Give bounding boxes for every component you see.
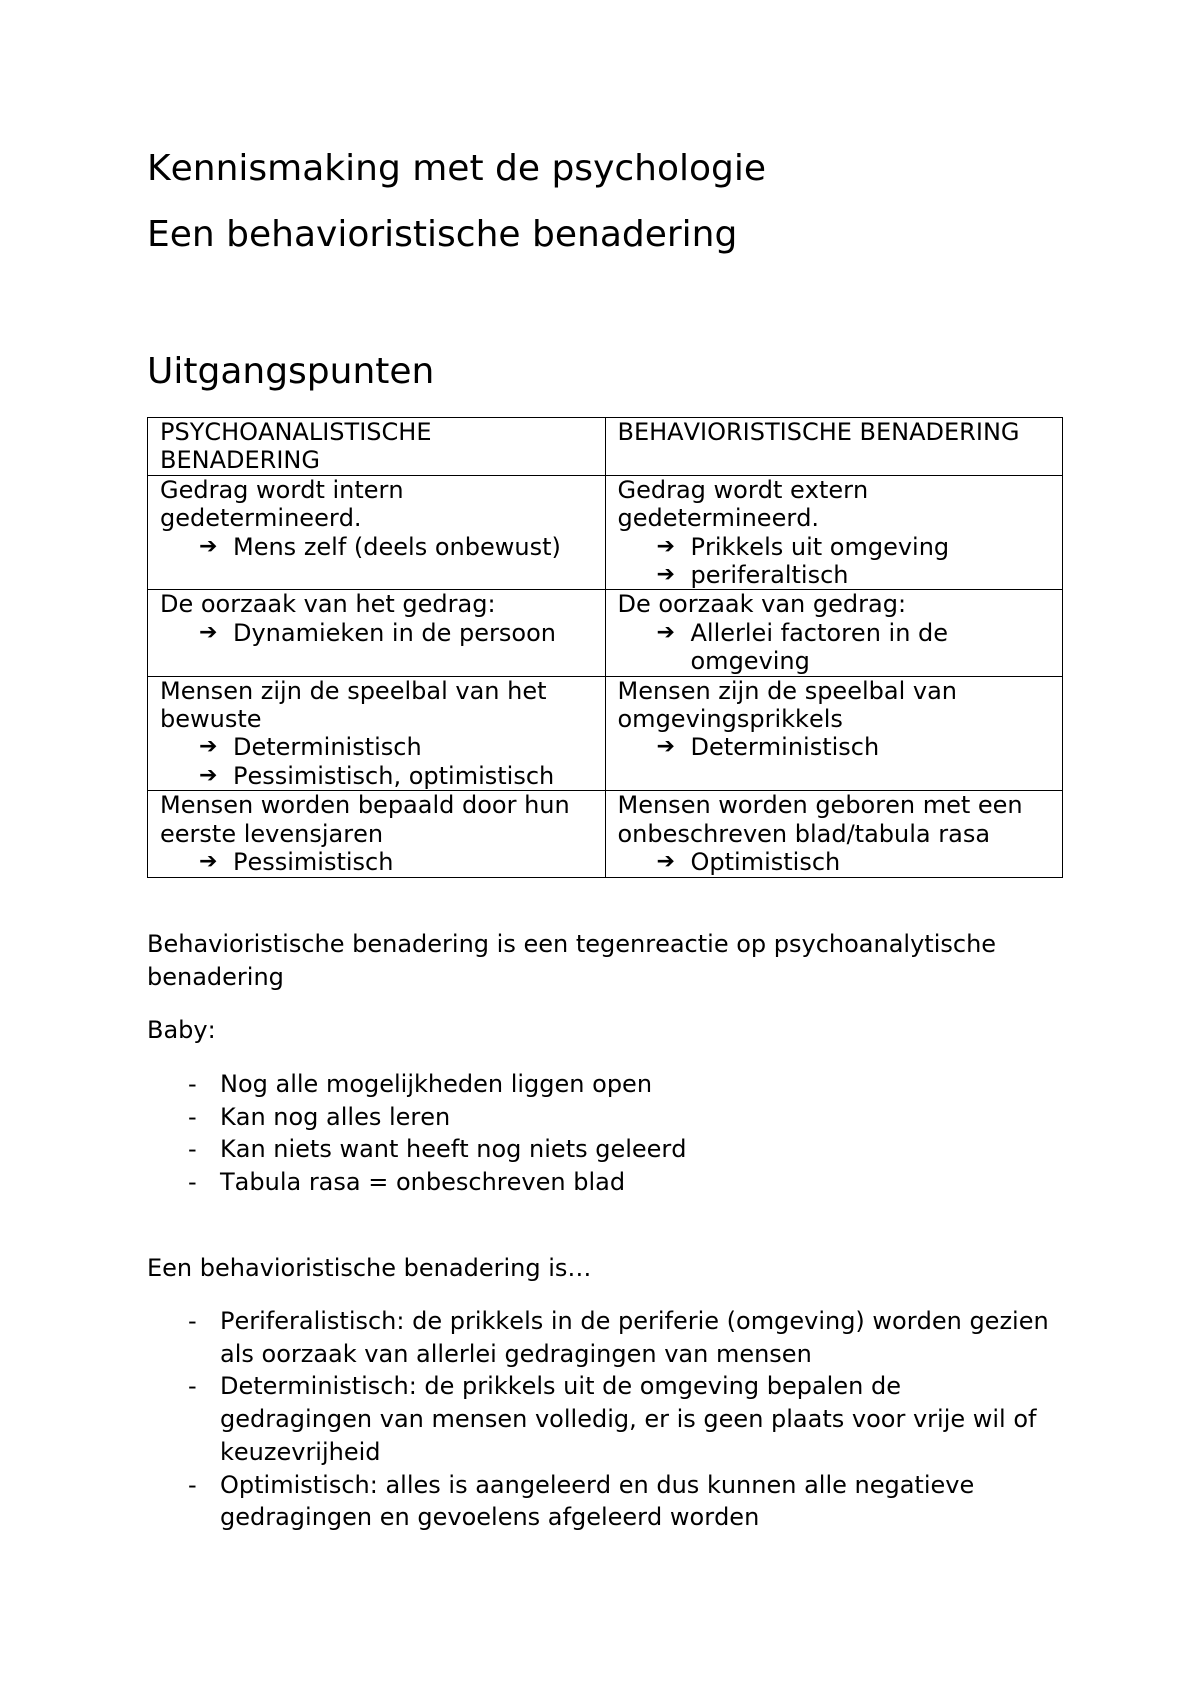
table-header-row — [148, 418, 1063, 476]
arrow-list — [618, 619, 1051, 676]
arrow-item — [656, 618, 1051, 676]
table-cell-right — [605, 676, 1063, 791]
arrow-item — [199, 761, 593, 790]
table-cell-left — [148, 590, 606, 676]
dash-bullet-icon: - — [188, 1102, 197, 1131]
cell-text: De oorzaak van het gedrag: — [160, 590, 496, 619]
arrow-item — [199, 532, 593, 561]
dash-bullet-icon: - — [188, 1372, 197, 1401]
list-item-text: Kan nog alles leren — [220, 1102, 451, 1131]
arrow-icon: ➔ — [656, 734, 675, 760]
dash-bullet-icon: - — [188, 1070, 197, 1098]
arrow-item-text: Deterministisch — [233, 733, 422, 762]
arrow-item-text: Mens zelf (deels onbewust) — [233, 532, 561, 561]
cell-text: De oorzaak van gedrag: — [617, 590, 907, 619]
list-item — [188, 1305, 1056, 1370]
arrow-list — [618, 533, 1051, 590]
arrow-item — [656, 733, 1051, 762]
table-row — [148, 676, 1063, 791]
list-item-text: Kan niets want heeft nog niets geleerd — [220, 1135, 687, 1164]
cell-text: Gedrag wordt intern gedetermineerd. — [160, 475, 404, 533]
arrow-item-text: periferaltisch — [690, 561, 849, 590]
arrow-item-text: Deterministisch — [690, 733, 880, 762]
arrow-list — [160, 848, 593, 876]
section-heading: Uitgangspunten — [147, 351, 435, 392]
arrow-icon: ➔ — [199, 849, 218, 875]
dash-bullet-icon: - — [188, 1470, 197, 1499]
cell-text: Mensen worden geboren met een onbeschreven blad/tabula rasa — [617, 791, 1023, 848]
list-item-text: Optimistisch: alles is aangeleerd en dus kunnen alle negatieve gedragingen en gevoelens afgeleerd worden — [220, 1470, 975, 1532]
arrow-item — [199, 618, 593, 647]
comparison-table — [147, 417, 1063, 878]
table-cell-right — [605, 791, 1063, 877]
arrow-icon: ➔ — [199, 734, 218, 760]
list-item-text: Periferalistisch: de prikkels in de periferie (omgeving) worden gezien als oorzaak van allerlei gedragingen van mensen — [220, 1307, 1049, 1368]
arrow-list — [618, 733, 1051, 761]
arrow-icon: ➔ — [199, 533, 218, 559]
dash-bullet-icon: - — [188, 1307, 197, 1335]
list-item-text: Deterministisch: de prikkels uit de omgeving bepalen de gedragingen van mensen volledig, er is geen plaats voor vrije wil of keuzevrijheid — [220, 1372, 1037, 1466]
approach-intro: Een behavioristische benadering is… — [147, 1254, 592, 1282]
list-item — [188, 1469, 1056, 1534]
intro-paragraph: Behavioristische benadering is een tegenreactie op psychoanalytische benadering — [147, 930, 997, 991]
arrow-item — [656, 532, 1051, 561]
arrow-item — [199, 848, 593, 877]
list-item-text: Nog alle mogelijkheden liggen open — [220, 1070, 653, 1098]
arrow-item-text: Optimistisch — [690, 848, 841, 877]
arrow-item-text: Pessimistisch, optimistisch — [233, 761, 555, 790]
arrow-list — [160, 619, 593, 647]
table-row — [148, 590, 1063, 676]
table-cell-right — [605, 590, 1063, 676]
arrow-icon: ➔ — [199, 762, 218, 788]
arrow-icon: ➔ — [656, 533, 675, 559]
cell-text: Mensen zijn de speelbal van het bewuste — [160, 676, 547, 734]
list-item — [188, 1370, 1056, 1468]
page-title: Kennismaking met de psychologie — [147, 148, 767, 189]
list-item — [188, 1101, 1056, 1134]
arrow-item — [199, 733, 593, 762]
baby-label: Baby: — [147, 1016, 216, 1044]
arrow-list — [618, 848, 1051, 876]
cell-text: Gedrag wordt extern gedetermineerd. — [617, 475, 869, 533]
arrow-item-text: Prikkels uit omgeving — [690, 532, 950, 561]
arrow-list — [160, 733, 593, 790]
dash-bullet-icon: - — [188, 1168, 197, 1197]
arrow-icon: ➔ — [656, 619, 675, 645]
arrow-item-text: Dynamieken in de persoon — [233, 618, 557, 647]
arrow-icon: ➔ — [199, 619, 218, 645]
list-item-text: Tabula rasa = onbeschreven blad — [220, 1168, 626, 1197]
approach-list — [147, 1305, 1063, 1534]
cell-text: Mensen worden bepaald door hun eerste levensjaren — [160, 791, 570, 848]
arrow-item-text: Pessimistisch — [233, 848, 394, 877]
list-item — [188, 1068, 1056, 1101]
cell-text: Mensen zijn de speelbal van omgevingsprikkels — [617, 676, 957, 734]
header-cell-psychoanalytic: PSYCHOANALISTISCHE BENADERING — [148, 418, 606, 476]
table-row — [148, 475, 1063, 590]
table-row — [148, 791, 1063, 877]
dash-bullet-icon: - — [188, 1135, 197, 1164]
table-cell-left — [148, 475, 606, 590]
list-item — [188, 1133, 1056, 1166]
arrow-icon: ➔ — [656, 562, 675, 588]
table-cell-left — [148, 791, 606, 877]
list-item — [188, 1166, 1056, 1199]
arrow-list — [160, 533, 593, 561]
baby-list — [147, 1068, 1063, 1199]
header-cell-behavioristic: BEHAVIORISTISCHE BENADERING — [605, 418, 1063, 476]
arrow-item — [656, 561, 1051, 590]
table-cell-left — [148, 676, 606, 791]
arrow-item — [656, 848, 1051, 877]
table-cell-right — [605, 475, 1063, 590]
arrow-item-text: Allerlei factoren in de omgeving — [690, 618, 949, 676]
arrow-icon: ➔ — [656, 849, 675, 875]
page-subtitle: Een behavioristische benadering — [147, 214, 738, 255]
